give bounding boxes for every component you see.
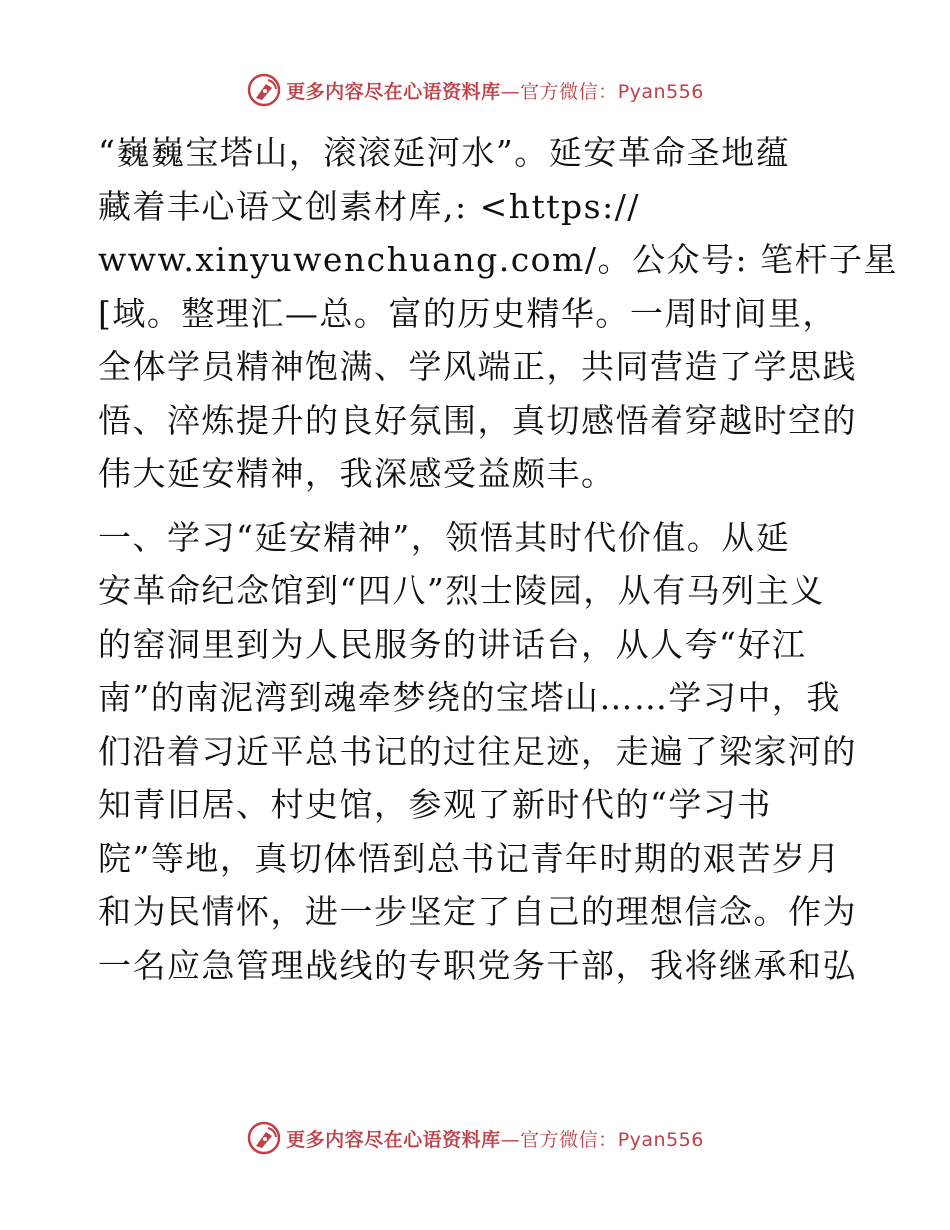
- text-line: 全体学员精神饱满、学风端正，共同营造了学思践: [98, 347, 857, 386]
- header-banner: [0, 70, 950, 110]
- pen-nib-logo-icon: [246, 72, 282, 108]
- banner-brand: 更多内容尽在心语资料库: [286, 1128, 501, 1151]
- text-line: www.xinyuwenchuang.com/。公众号: 笔杆子星: [98, 240, 899, 279]
- banner-official-label: 官方微信：: [520, 1128, 618, 1151]
- text-line: 和为民情怀，进一步坚定了自己的理想信念。作为: [98, 892, 857, 931]
- pen-nib-logo-icon: [246, 1120, 282, 1156]
- text-line: 的窑洞里到为人民服务的讲话台，从人夸“好江: [98, 624, 807, 664]
- text-line: 南”的南泥湾到魂牵梦绕的宝塔山……学习中，我: [98, 678, 841, 717]
- text-line: 安革命纪念馆到“四八”烈士陵园，从有马列主义: [98, 571, 825, 610]
- text-line: 们沿着习近平总书记的过往足迹，走遍了梁家河的: [98, 731, 857, 771]
- text-line: 一、学习“延安精神”，领悟其时代价值。从延: [98, 517, 791, 557]
- text-line: 知青旧居、村史馆，参观了新时代的“学习书: [98, 785, 772, 824]
- banner-official-label: 官方微信：: [520, 80, 618, 103]
- banner-separator: —: [500, 1128, 521, 1151]
- banner-separator: —: [500, 80, 521, 103]
- text-line: “巍巍宝塔山，滚滚延河水”。延安革命圣地蕴: [98, 133, 791, 172]
- paragraph-1: [98, 126, 899, 501]
- text-line: 一名应急管理战线的专职党务干部，我将继承和弘: [98, 945, 857, 985]
- document-body: [98, 126, 899, 992]
- paragraph-2: [98, 511, 857, 993]
- text-line: 伟大延安精神，我深感受益颇丰。: [98, 454, 616, 493]
- footer-banner-text: [286, 1125, 704, 1152]
- header-banner-text: [286, 77, 704, 104]
- text-line: 悟、淬炼提升的良好氛围，真切感悟着穿越时空的: [98, 400, 857, 440]
- footer-banner: [0, 1118, 950, 1158]
- banner-account-id: Pyan556: [617, 1128, 704, 1151]
- banner-account-id: Pyan556: [617, 80, 704, 103]
- text-line: [域。整理汇—总。富的历史精华。一周时间里，: [98, 293, 837, 333]
- banner-brand: 更多内容尽在心语资料库: [286, 80, 501, 103]
- text-line: 藏着丰心语文创素材库,: <https://: [98, 186, 640, 226]
- text-line: 院”等地，真切体悟到总书记青年时期的艰苦岁月: [98, 838, 841, 878]
